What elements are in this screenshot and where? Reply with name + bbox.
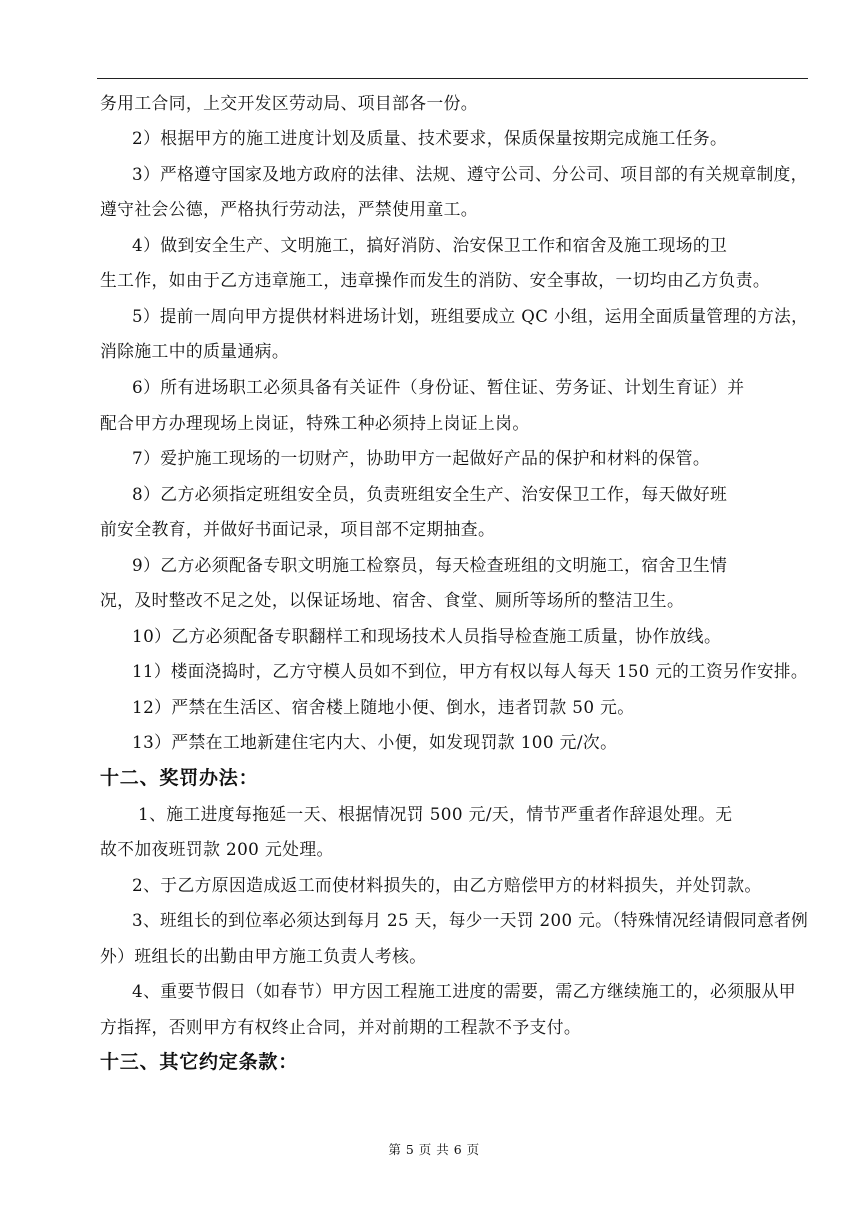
section-heading: 十三、其它约定条款： [100,1051,299,1073]
text-line: 前安全教育，并做好书面记录，项目部不定期抽查。 [100,519,496,539]
text-line: 4、重要节假日（如春节）甲方因工程施工进度的需要，需乙方继续施工的，必须服从甲 [132,981,796,1001]
text-line: 1、施工进度每拖延一天、根据情况罚 500 元/天，情节严重者作辞退处理。无 [138,804,733,824]
section-heading: 十二、奖罚办法： [100,767,259,789]
text-line: 生工作，如由于乙方违章施工，违章操作而发生的消防、安全事故，一切均由乙方负责。 [100,270,771,290]
text-line: 2、于乙方原因造成返工而使材料损失的，由乙方赔偿甲方的材料损失，并处罚款。 [132,875,762,895]
text-line: 3、班组长的到位率必须达到每月 25 天，每少一天罚 200 元。（特殊情况经请假同意者例 [132,910,809,930]
text-line: 12）严禁在生活区、宿舍楼上随地小便、倒水，违者罚款 50 元。 [132,697,635,717]
text-line: 6）所有进场职工必须具备有关证件（身份证、暂住证、劳务证、计划生育证）并 [132,377,745,397]
text-line: 5）提前一周向甲方提供材料进场计划，班组要成立 QC 小组，运用全面质量管理的方法， [132,306,809,326]
text-line: 13）严禁在工地新建住宅内大、小便，如发现罚款 100 元/次。 [132,732,618,752]
page-footer: 第 5 页 共 6 页 [388,1142,480,1157]
text-line: 故不加夜班罚款 200 元处理。 [100,839,334,859]
text-line: 11）楼面浇捣时，乙方守模人员如不到位，甲方有权以每人每天 150 元的工资另作安排。 [132,661,808,681]
text-line: 3）严格遵守国家及地方政府的法律、法规、遵守公司、分公司、项目部的有关规章制度， [132,164,808,184]
text-line: 遵守社会公德，严格执行劳动法，严禁使用童工。 [100,199,478,219]
text-line: 7）爱护施工现场的一切财产，协助甲方一起做好产品的保护和材料的保管。 [132,448,711,468]
text-line: 配合甲方办理现场上岗证，特殊工种必须持上岗证上岗。 [100,413,530,433]
text-line: 消除施工中的质量通病。 [100,341,289,361]
text-line: 8）乙方必须指定班组安全员，负责班组安全生产、治安保卫工作，每天做好班 [132,484,728,504]
text-line: 方指挥，否则甲方有权终止合同，并对前期的工程款不予支付。 [100,1017,582,1037]
text-line: 4）做到安全生产、文明施工，搞好消防、治安保卫工作和宿舍及施工现场的卫 [132,235,728,255]
header-rule [97,78,808,79]
text-line: 9）乙方必须配备专职文明施工检察员，每天检查班组的文明施工，宿舍卫生情 [132,555,728,575]
text-line: 10）乙方必须配备专职翻样工和现场技术人员指导检查施工质量，协作放线。 [132,626,722,646]
text-line: 2）根据甲方的施工进度计划及质量、技术要求，保质保量按期完成施工任务。 [132,128,728,148]
text-line: 况，及时整改不足之处，以保证场地、宿舍、食堂、厕所等场所的整洁卫生。 [100,590,685,610]
text-line: 外）班组长的出勤由甲方施工负责人考核。 [100,946,427,966]
text-line: 务用工合同，上交开发区劳动局、项目部各一份。 [100,93,478,113]
